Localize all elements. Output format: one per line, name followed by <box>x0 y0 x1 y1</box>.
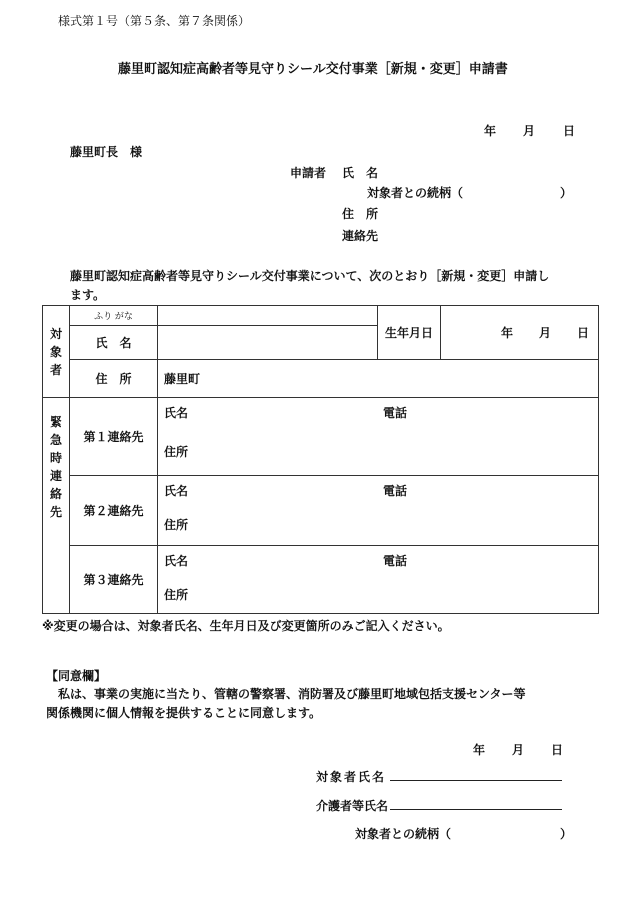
contact-3-name-label: 氏名 <box>164 554 189 568</box>
contact-3-label-cell <box>70 546 158 614</box>
furigana-label-cell <box>70 306 158 326</box>
consent-relation-close: ） <box>560 827 573 841</box>
target-header-char: 者 <box>49 362 62 377</box>
emergency-header-char: 時 <box>49 450 62 465</box>
date-year-label: 年 <box>484 124 497 138</box>
application-table <box>42 305 599 614</box>
emergency-header-char: 先 <box>49 504 62 519</box>
contact-1-phone-label: 電話 <box>383 406 408 420</box>
contact-2-input-cell[interactable] <box>158 476 599 546</box>
birth-date-input-cell[interactable] <box>441 306 599 360</box>
subject-name-label: 対象者氏名 <box>316 770 387 784</box>
emergency-header-char: 絡 <box>49 486 62 501</box>
birth-date-label: 生年月日 <box>384 326 433 340</box>
contact-2-label-cell <box>70 476 158 546</box>
applicant-address-label: 住 所 <box>342 207 379 221</box>
target-person-header <box>43 325 69 379</box>
target-person-header-cell <box>43 306 70 398</box>
consent-text-line2: 関係機関に個人情報を提供することに同意します。 <box>46 706 322 720</box>
addressee: 藤里町長 様 <box>70 145 143 159</box>
caregiver-name-field[interactable] <box>390 795 562 810</box>
contact-1-label-cell <box>70 398 158 476</box>
contact-2-label: 第２連絡先 <box>83 504 144 518</box>
emergency-header-char: 急 <box>49 432 62 447</box>
furigana-row <box>43 306 599 326</box>
contact-row-3 <box>43 546 599 614</box>
target-name-input-cell[interactable] <box>158 326 378 360</box>
contact-3-input-cell[interactable] <box>158 546 599 614</box>
emergency-contact-header-cell <box>43 398 70 614</box>
applicant-contact-label: 連絡先 <box>342 229 379 243</box>
consent-text-line1: 私は、事業の実施に当たり、管轄の警察署、消防署及び藤里町地域包括支援センター等 <box>58 687 526 701</box>
contact-2-phone-label: 電話 <box>383 484 408 498</box>
target-name-label: 氏 名 <box>95 336 132 350</box>
contact-row-2 <box>43 476 599 546</box>
contact-3-label: 第３連絡先 <box>83 573 144 587</box>
target-address-input-cell[interactable] <box>158 360 599 398</box>
caregiver-name-label: 介護者等氏名 <box>316 799 389 813</box>
contact-3-address-label: 住所 <box>164 588 189 602</box>
change-note: ※変更の場合は、対象者氏名、生年月日及び変更箇所のみご記入ください。 <box>42 619 450 633</box>
contact-3-phone-label: 電話 <box>383 554 408 568</box>
contact-2-name-label: 氏名 <box>164 484 189 498</box>
consent-date-year: 年 <box>473 743 486 757</box>
target-address-label: 住 所 <box>95 372 132 386</box>
birth-date-label-cell <box>378 306 441 360</box>
target-address-row <box>43 360 599 398</box>
birth-month-label: 月 <box>539 326 552 340</box>
contact-2-address-label: 住所 <box>164 518 189 532</box>
subject-name-underline <box>390 766 562 781</box>
applicant-role-label: 申請者 <box>290 166 327 180</box>
furigana-input-cell[interactable] <box>158 306 378 326</box>
contact-1-label: 第１連絡先 <box>83 430 144 444</box>
consent-heading: 【同意欄】 <box>46 669 107 683</box>
contact-1-address-label: 住所 <box>164 445 189 459</box>
target-name-label-cell <box>70 326 158 360</box>
page-title: 藤里町認知症高齢者等見守りシール交付事業［新規・変更］申請書 <box>118 62 508 77</box>
contact-1-input-cell[interactable] <box>158 398 599 476</box>
emergency-header-char: 連 <box>49 468 62 483</box>
intro-text-line2: ます。 <box>70 288 106 302</box>
contact-1-name-label: 氏名 <box>164 406 189 420</box>
target-header-char: 対 <box>49 326 62 341</box>
consent-date-day: 日 <box>551 743 564 757</box>
applicant-relation-close: ） <box>560 186 573 200</box>
applicant-relation-label: 対象者との続柄（ <box>367 186 464 200</box>
emergency-contact-header <box>43 399 69 613</box>
applicant-name-label: 氏 名 <box>342 166 379 180</box>
contact-row-1 <box>43 398 599 476</box>
target-address-label-cell <box>70 360 158 398</box>
birth-year-label: 年 <box>501 326 514 340</box>
consent-date-month: 月 <box>512 743 525 757</box>
caregiver-name-underline <box>390 795 562 810</box>
date-month-label: 月 <box>523 124 536 138</box>
birth-day-label: 日 <box>577 326 590 340</box>
form-number: 様式第１号（第５条、第７条関係） <box>58 14 251 28</box>
consent-relation-label: 対象者との続柄（ <box>355 827 452 841</box>
furigana-label: ふり がな <box>94 312 133 322</box>
date-day-label: 日 <box>563 124 576 138</box>
target-address-value: 藤里町 <box>164 372 201 386</box>
intro-text-line1: 藤里町認知症高齢者等見守りシール交付事業について、次のとおり［新規・変更］申請し <box>70 269 550 283</box>
target-header-char: 象 <box>49 344 62 359</box>
emergency-header-char: 緊 <box>49 414 62 429</box>
subject-name-field[interactable] <box>390 766 562 781</box>
